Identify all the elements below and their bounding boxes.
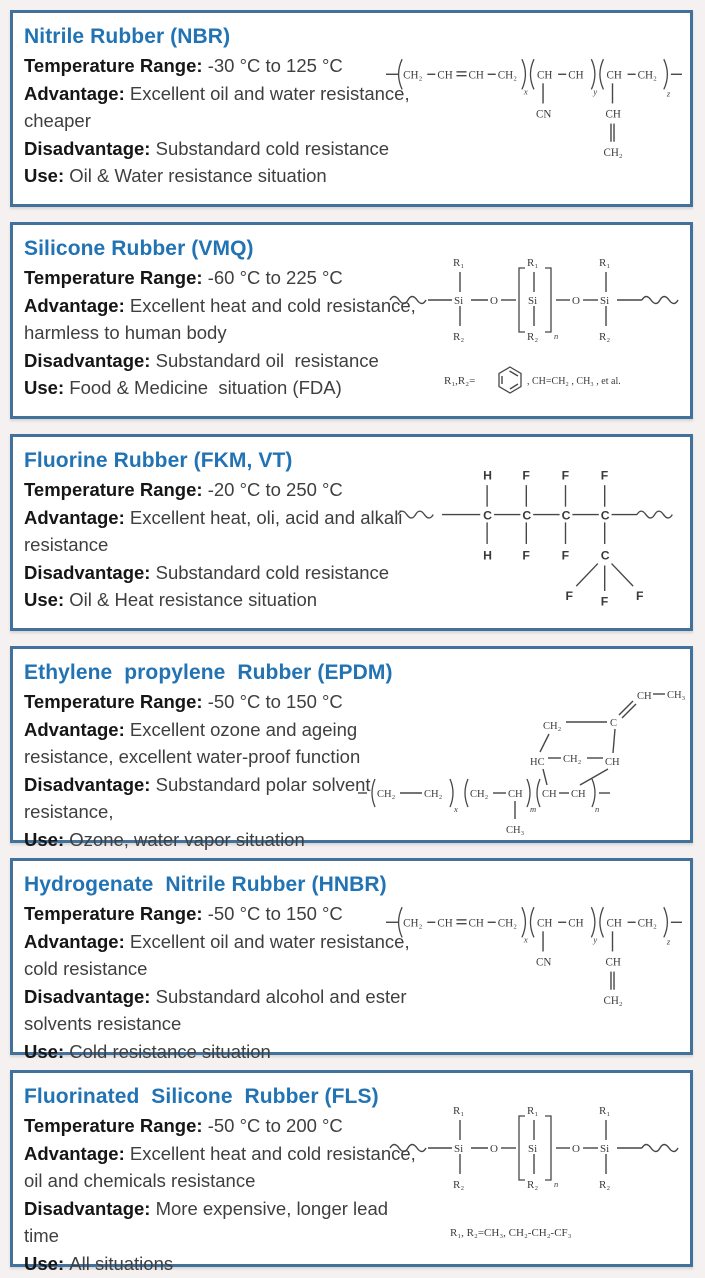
atom-label: CH₃ bbox=[506, 824, 525, 836]
atom-label: CH₃ bbox=[667, 689, 686, 701]
atom-label: CH₂ bbox=[543, 720, 562, 732]
atom-label: O bbox=[572, 295, 580, 307]
atom-label: HC bbox=[530, 756, 545, 768]
atom-label: CH₂ bbox=[403, 69, 423, 82]
index-label: y bbox=[593, 86, 598, 97]
panel-epdm bbox=[10, 646, 693, 850]
atom-label: R₂ bbox=[453, 331, 465, 343]
index-label: n bbox=[554, 331, 559, 341]
field-value: All situations bbox=[69, 1252, 174, 1274]
field-advantage bbox=[24, 928, 420, 983]
panel-title: Silicone Rubber (VMQ) bbox=[24, 237, 254, 260]
atom-label: O bbox=[490, 295, 498, 307]
atom-label: C bbox=[610, 717, 618, 729]
atom-label: R₁ bbox=[527, 1105, 539, 1117]
field-label: Temperature Range : bbox=[24, 1115, 208, 1136]
fkm-structure-svg bbox=[394, 444, 688, 620]
atom-label: CH bbox=[568, 917, 584, 930]
index-label: m bbox=[530, 803, 537, 814]
atom-label: CH bbox=[606, 69, 622, 82]
index-label: n bbox=[554, 1179, 559, 1189]
index-label: y bbox=[593, 934, 598, 945]
panel-hnbr bbox=[10, 858, 693, 1062]
field-label: Advantage : bbox=[24, 719, 130, 740]
field-value: Substandard alcohol and ester solvents resistance bbox=[24, 985, 412, 1035]
atom-label: CH₂ bbox=[497, 69, 517, 82]
panel-fkm bbox=[10, 434, 693, 631]
field-value: -30 °C to 125 °C bbox=[207, 55, 343, 76]
atom-label: CH bbox=[437, 917, 453, 930]
field-value: Excellent oil and water resistance, cheaper bbox=[24, 82, 415, 132]
field-disadvantage bbox=[24, 559, 420, 587]
field-label: Advantage : bbox=[24, 931, 130, 952]
atom-label: CH₂ bbox=[403, 917, 423, 930]
panel-fls-text bbox=[24, 1085, 420, 1278]
atom-label: F bbox=[561, 468, 570, 483]
atom-label: Si bbox=[528, 295, 538, 307]
fkm-structure bbox=[394, 437, 688, 628]
field-temperature bbox=[24, 52, 423, 82]
panel-vmq bbox=[10, 222, 693, 419]
panel-title: Fluorine Rubber (FKM, VT) bbox=[24, 449, 293, 472]
atom-label: CH₂ bbox=[470, 788, 489, 800]
panel-title: Fluorinated Silicone Rubber (FLS) bbox=[24, 1085, 379, 1108]
fls-structure-svg bbox=[388, 1086, 688, 1251]
field-label: Disadvantage : bbox=[24, 1198, 156, 1219]
field-temperature bbox=[24, 900, 423, 930]
field-label: Temperature Range : bbox=[24, 479, 208, 500]
field-label: Use : bbox=[24, 829, 69, 850]
atom-label: R₁ bbox=[453, 257, 465, 269]
panel-nbr bbox=[10, 10, 693, 207]
atom-label: F bbox=[522, 468, 530, 483]
atom-label: Si bbox=[528, 1143, 538, 1155]
atom-label: CH bbox=[568, 69, 584, 82]
field-disadvantage bbox=[24, 983, 420, 1038]
index-label: z bbox=[666, 936, 671, 947]
field-label: Disadvantage : bbox=[24, 562, 156, 583]
atom-label: F bbox=[561, 548, 570, 563]
atom-label: CH bbox=[437, 69, 453, 82]
field-label: Temperature Range : bbox=[24, 903, 208, 924]
field-use bbox=[24, 162, 420, 190]
atom-label: CH bbox=[468, 69, 484, 82]
field-temperature bbox=[24, 1112, 420, 1140]
field-value: Oil & Heat resistance situation bbox=[69, 589, 318, 611]
field-advantage bbox=[24, 80, 420, 135]
field-value: Excellent oil and water resistance, cold resistance bbox=[24, 930, 415, 980]
panel-title: Hydrogenate Nitrile Rubber (HNBR) bbox=[24, 873, 387, 896]
field-label: Disadvantage : bbox=[24, 138, 156, 159]
field-value: Substandard cold resistance bbox=[155, 561, 390, 583]
field-value: Food & Medicine situation (FDA) bbox=[69, 377, 342, 399]
field-value: Substandard polar solvent resistance, bbox=[24, 773, 376, 823]
atom-label: C bbox=[600, 508, 610, 523]
field-value: -50 °C to 150 °C bbox=[207, 691, 343, 712]
field-disadvantage bbox=[24, 347, 420, 375]
hnbr-structure-svg bbox=[386, 881, 688, 1032]
panel-fkm-text bbox=[24, 449, 420, 614]
atom-label: CN bbox=[535, 956, 552, 969]
field-use bbox=[24, 586, 420, 614]
field-advantage bbox=[24, 1140, 420, 1195]
atom-label: CH₂ bbox=[377, 788, 396, 800]
field-use bbox=[24, 374, 420, 402]
atom-label: CH bbox=[571, 788, 586, 800]
atom-label: R₂ bbox=[527, 331, 539, 343]
atom-label: O bbox=[572, 1143, 580, 1155]
atom-label: Si bbox=[600, 295, 610, 307]
field-use bbox=[24, 1038, 420, 1066]
atom-label: CH₂ bbox=[563, 753, 582, 765]
atom-label: CH bbox=[605, 108, 621, 121]
atom-label: CH bbox=[605, 956, 621, 969]
field-value: More expensive, longer lead time bbox=[24, 1197, 394, 1247]
index-label: x bbox=[523, 86, 528, 97]
panel-nbr-text bbox=[24, 25, 423, 190]
field-label: Disadvantage : bbox=[24, 774, 156, 795]
field-label: Disadvantage : bbox=[24, 986, 156, 1007]
atom-label: R₂ bbox=[527, 1179, 539, 1191]
field-value: Excellent heat, oli, acid and alkali resistance bbox=[24, 506, 408, 556]
atom-label: Si bbox=[454, 1143, 464, 1155]
atom-label: Si bbox=[600, 1143, 610, 1155]
atom-label: F bbox=[565, 589, 573, 604]
epdm-structure-svg bbox=[358, 645, 688, 845]
field-label: Use : bbox=[24, 1041, 69, 1062]
panel-hnbr-text bbox=[24, 873, 423, 1066]
atom-label: R₁ bbox=[599, 257, 611, 269]
atom-label: R₁ bbox=[453, 1105, 465, 1117]
atom-label: R₂ bbox=[453, 1179, 465, 1191]
atom-label: C bbox=[483, 508, 493, 523]
field-use bbox=[24, 1250, 420, 1278]
atom-label: H bbox=[483, 548, 493, 563]
hnbr-structure bbox=[386, 861, 688, 1052]
atom-label: R₁ bbox=[527, 257, 539, 269]
field-disadvantage bbox=[24, 1195, 420, 1250]
atom-label: CH₂ bbox=[497, 917, 517, 930]
atom-label: CN bbox=[535, 108, 552, 121]
vmq-structure-svg bbox=[388, 238, 688, 403]
nbr-structure bbox=[386, 13, 688, 204]
index-label: x bbox=[454, 803, 458, 814]
legend-label: R₁, R₂=CH₃, CH₂-CH₂-CF₃ bbox=[450, 1227, 572, 1239]
atom-label: CH bbox=[637, 690, 652, 702]
field-label: Advantage : bbox=[24, 1143, 130, 1164]
field-disadvantage bbox=[24, 135, 420, 163]
panel-title: Nitrile Rubber (NBR) bbox=[24, 25, 231, 48]
index-label: n bbox=[595, 803, 600, 814]
legend-label: R₁,R₂= bbox=[444, 375, 476, 387]
field-label: Disadvantage : bbox=[24, 350, 156, 371]
field-label: Advantage : bbox=[24, 507, 130, 528]
atom-label: CH₂ bbox=[424, 788, 443, 800]
atom-label: CH bbox=[542, 788, 557, 800]
legend-label: , CH=CH₂ , CH₃ , et al. bbox=[527, 376, 621, 387]
atom-label: C bbox=[561, 508, 571, 523]
field-value: Excellent heat and cold resistance, harmless to human body bbox=[24, 294, 421, 344]
field-value: Substandard cold resistance bbox=[155, 137, 390, 159]
index-label: x bbox=[523, 934, 528, 945]
field-label: Use : bbox=[24, 165, 69, 186]
index-label: z bbox=[666, 88, 671, 99]
atom-label: H bbox=[483, 468, 493, 483]
atom-label: R₂ bbox=[599, 1179, 611, 1191]
atom-label: O bbox=[490, 1143, 498, 1155]
atom-label: CH bbox=[606, 917, 622, 930]
atom-label: CH bbox=[508, 788, 523, 800]
field-value: -60 °C to 225 °C bbox=[207, 267, 343, 288]
fls-structure bbox=[388, 1073, 688, 1264]
panel-vmq-text bbox=[24, 237, 420, 402]
field-value: -20 °C to 250 °C bbox=[207, 479, 343, 500]
field-label: Advantage : bbox=[24, 295, 130, 316]
atom-label: CH bbox=[537, 69, 553, 82]
field-value: Cold resistance situation bbox=[69, 1040, 271, 1062]
panel-fls bbox=[10, 1070, 693, 1274]
field-value: Oil & Water resistance situation bbox=[69, 165, 327, 187]
field-value: Excellent ozone and ageing resistance, excellent water-proof function bbox=[24, 718, 363, 768]
field-label: Use : bbox=[24, 589, 69, 610]
field-label: Advantage : bbox=[24, 83, 130, 104]
panel-title: Ethylene propylene Rubber (EPDM) bbox=[24, 661, 393, 684]
field-value: Excellent heat and cold resistance, oil and chemicals resistance bbox=[24, 1142, 421, 1192]
atom-label: F bbox=[522, 548, 530, 563]
atom-label: CH₂ bbox=[603, 994, 623, 1007]
atom-label: CH bbox=[468, 917, 484, 930]
atom-label: CH bbox=[537, 917, 553, 930]
field-value: -50 °C to 200 °C bbox=[207, 1115, 343, 1136]
field-advantage bbox=[24, 504, 420, 559]
vmq-structure bbox=[388, 225, 688, 416]
field-temperature bbox=[24, 264, 420, 292]
atom-label: CH₂ bbox=[637, 69, 657, 82]
atom-label: F bbox=[636, 589, 644, 604]
atom-label: CH bbox=[605, 756, 620, 768]
atom-label: R₁ bbox=[599, 1105, 611, 1117]
atom-label: F bbox=[600, 468, 609, 483]
field-temperature bbox=[24, 476, 420, 504]
field-advantage bbox=[24, 292, 420, 347]
atom-label: CH₂ bbox=[603, 146, 623, 159]
field-value: -50 °C to 150 °C bbox=[207, 903, 343, 924]
atom-label: R₂ bbox=[599, 331, 611, 343]
atom-label: C bbox=[600, 548, 610, 563]
atom-label: C bbox=[522, 508, 532, 523]
atom-label: Si bbox=[454, 295, 464, 307]
nbr-structure-svg bbox=[386, 33, 688, 184]
epdm-structure bbox=[358, 649, 688, 840]
atom-label: CH₂ bbox=[637, 917, 657, 930]
field-label: Use : bbox=[24, 1253, 69, 1274]
field-label: Temperature Range : bbox=[24, 55, 208, 76]
field-label: Use : bbox=[24, 377, 69, 398]
field-value: Substandard oil resistance bbox=[155, 349, 379, 371]
field-label: Temperature Range : bbox=[24, 267, 208, 288]
field-value: Ozone, water vapor situation bbox=[69, 828, 305, 850]
atom-label: F bbox=[600, 594, 609, 609]
field-label: Temperature Range : bbox=[24, 691, 208, 712]
